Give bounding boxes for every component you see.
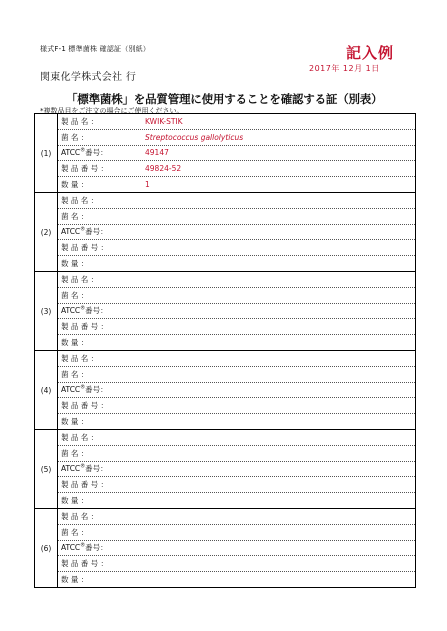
strain-name-row — [58, 446, 415, 462]
product-name-value[interactable]: KWIK-STIK — [145, 116, 183, 126]
product-name-row — [58, 430, 415, 446]
product-number-label: 製 品 番 号 ： — [61, 480, 109, 490]
page-title: 「標準菌株」を品質管理に使用することを確認する証（別表） — [66, 92, 383, 106]
product-number-label: 製 品 番 号 ： — [61, 243, 109, 253]
atcc-number-label — [58, 147, 145, 158]
quantity-label: 数 量 ： — [61, 575, 89, 585]
quantity-row — [58, 414, 415, 429]
strain-form-table — [34, 113, 416, 588]
strain-name-label: 菌 名 ： — [61, 448, 89, 458]
product-number-row — [58, 319, 415, 335]
strain-name-row — [58, 130, 415, 146]
entry-index: (1) — [35, 114, 58, 192]
product-number-label: 製 品 番 号 ： — [61, 164, 109, 174]
product-number-row — [58, 556, 415, 572]
atcc-prefix: ATCC — [61, 543, 81, 553]
strain-name-row — [58, 288, 415, 304]
strain-name-row — [58, 525, 415, 541]
registered-mark: ® — [80, 305, 86, 312]
product-number-row — [58, 477, 415, 493]
product-name-row — [58, 351, 415, 367]
form-entry — [35, 351, 415, 430]
quantity-row — [58, 572, 415, 587]
atcc-suffix: 番号： — [85, 148, 108, 158]
product-name-row — [58, 193, 415, 209]
atcc-number-value[interactable]: 49147 — [145, 148, 169, 158]
quantity-label: 数 量 ： — [61, 259, 89, 269]
recipient: 関東化学株式会社 行 — [40, 72, 137, 83]
quantity-label: 数 量 ： — [61, 496, 89, 506]
atcc-prefix: ATCC — [61, 306, 81, 316]
product-number-label: 製 品 番 号 ： — [61, 401, 109, 411]
quantity-row — [58, 493, 415, 508]
registered-mark: ® — [80, 384, 86, 391]
usage-note: *複数品目をご注文の場合にご使用ください。 — [40, 107, 184, 115]
atcc-number-row — [58, 225, 415, 241]
product-number-label: 製 品 番 号 ： — [61, 322, 109, 332]
atcc-prefix: ATCC — [61, 464, 81, 474]
product-number-row — [58, 161, 415, 177]
strain-name-label: 菌 名 ： — [61, 369, 89, 379]
product-number-row — [58, 240, 415, 256]
product-name-label: 製 品 名 ： — [61, 353, 99, 363]
atcc-number-row — [58, 541, 415, 557]
quantity-label: 数 量 ： — [61, 180, 89, 190]
atcc-suffix: 番号： — [85, 227, 108, 237]
quantity-row — [58, 177, 415, 192]
atcc-number-label — [58, 305, 145, 316]
quantity-label: 数 量 ： — [61, 338, 89, 348]
product-name-label: 製 品 名 ： — [61, 432, 99, 442]
atcc-number-label — [58, 384, 145, 395]
strain-name-row — [58, 209, 415, 225]
strain-name-value[interactable]: Streptococcus gallolyticus — [145, 132, 244, 142]
quantity-row — [58, 256, 415, 271]
form-entry — [35, 509, 415, 587]
product-name-row — [58, 272, 415, 288]
product-number-value[interactable]: 49824-52 — [145, 164, 182, 174]
atcc-number-row — [58, 462, 415, 478]
product-name-label: 製 品 名 ： — [61, 195, 99, 205]
atcc-number-row — [58, 304, 415, 320]
quantity-value[interactable]: 1 — [145, 180, 150, 190]
strain-name-row — [58, 367, 415, 383]
atcc-number-label — [58, 463, 145, 474]
registered-mark: ® — [80, 542, 86, 549]
atcc-number-label — [58, 542, 145, 553]
form-entry — [35, 430, 415, 509]
atcc-suffix: 番号： — [85, 464, 108, 474]
atcc-prefix: ATCC — [61, 148, 81, 158]
entry-index: (4) — [35, 351, 58, 429]
registered-mark: ® — [80, 147, 86, 154]
strain-name-label: 菌 名 ： — [61, 527, 89, 537]
form-code: 様式F-1 標準菌株 確認証（別紙） — [40, 45, 151, 53]
product-number-row — [58, 398, 415, 414]
strain-name-label: 菌 名 ： — [61, 290, 89, 300]
product-name-row — [58, 509, 415, 525]
atcc-suffix: 番号： — [85, 306, 108, 316]
form-entry — [35, 193, 415, 272]
entry-index: (2) — [35, 193, 58, 271]
atcc-suffix: 番号： — [85, 385, 108, 395]
product-name-label: 製 品 名 ： — [61, 116, 99, 126]
atcc-number-row — [58, 383, 415, 399]
atcc-number-row — [58, 146, 415, 162]
product-name-row — [58, 114, 415, 130]
entry-index: (5) — [35, 430, 58, 508]
strain-name-label: 菌 名 ： — [61, 211, 89, 221]
document-date: 2017年 12月 1日 — [309, 64, 380, 73]
form-entry — [35, 114, 415, 193]
form-entry — [35, 272, 415, 351]
registered-mark: ® — [80, 463, 86, 470]
product-number-label: 製 品 番 号 ： — [61, 559, 109, 569]
atcc-number-label — [58, 226, 145, 237]
quantity-row — [58, 335, 415, 350]
product-name-label: 製 品 名 ： — [61, 511, 99, 521]
entry-index: (6) — [35, 509, 58, 587]
product-name-label: 製 品 名 ： — [61, 274, 99, 284]
registered-mark: ® — [80, 226, 86, 233]
strain-name-label: 菌 名 ： — [61, 132, 89, 142]
quantity-label: 数 量 ： — [61, 417, 89, 427]
atcc-suffix: 番号： — [85, 543, 108, 553]
example-label: 記入例 — [346, 44, 395, 62]
entry-index: (3) — [35, 272, 58, 350]
atcc-prefix: ATCC — [61, 385, 81, 395]
atcc-prefix: ATCC — [61, 227, 81, 237]
